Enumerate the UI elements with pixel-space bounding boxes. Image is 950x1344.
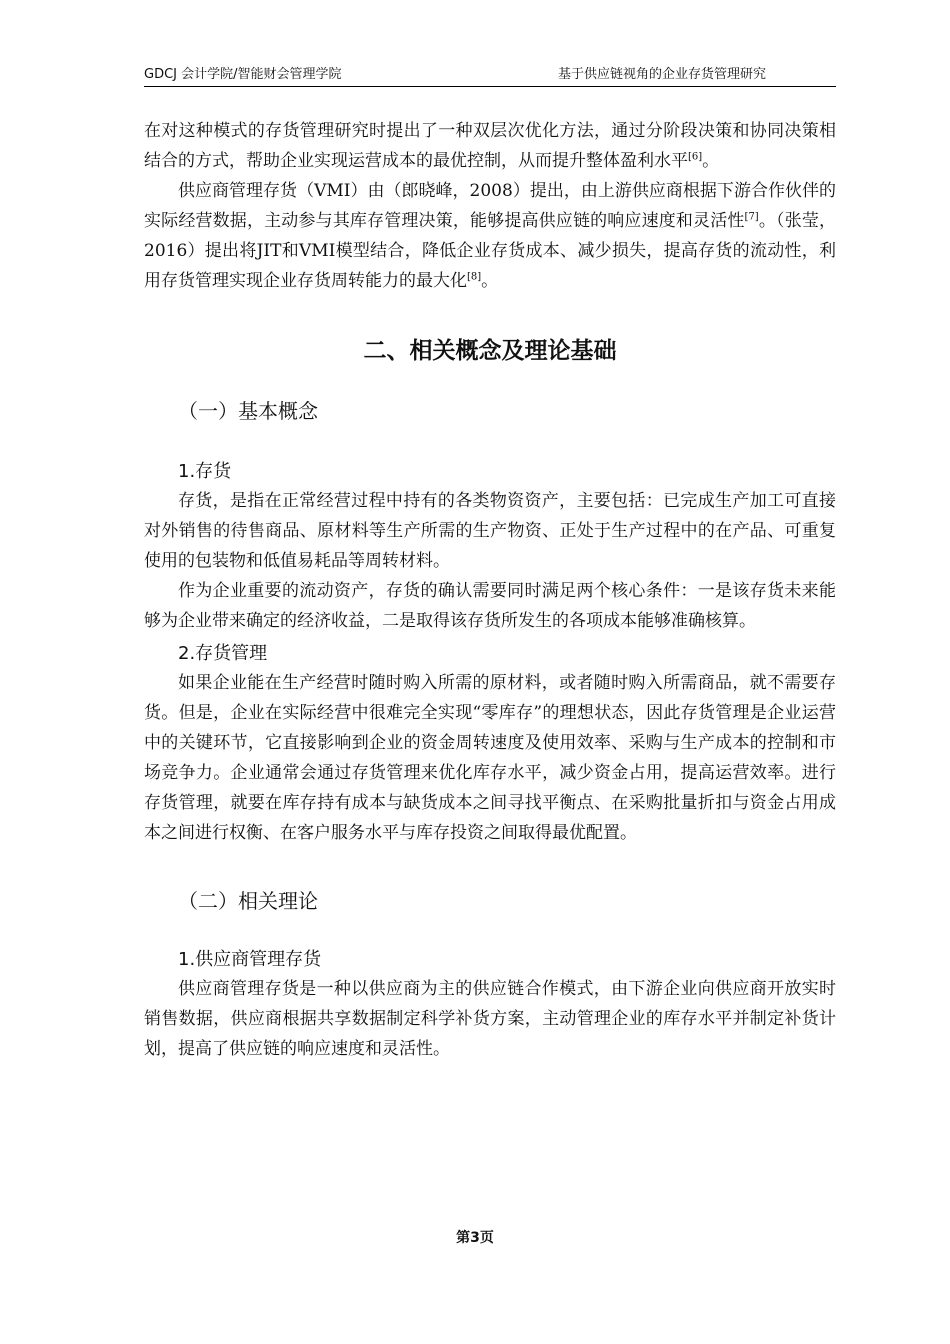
section-title: 二、相关概念及理论基础 — [363, 338, 617, 364]
item-vmi-title: 1.供应商管理存货 — [178, 949, 322, 970]
citation-7: [7] — [744, 211, 759, 223]
page-number: 第3页 — [456, 1230, 494, 1246]
header-institution: GDCJ 会计学院/智能财会管理学院 — [144, 67, 342, 82]
inventory-paragraph-2: 作为企业重要的流动资产，存货的确认需要同时满足两个核心条件：一是该存货未来能够为企业带来确定的经济收益，二是取得该存货所发生的各项成本能够准确核算。 — [144, 581, 836, 631]
citation-6: [6] — [688, 151, 703, 163]
subsection-related-theory: （二）相关理论 — [178, 889, 318, 913]
header-paper-title: 基于供应链视角的企业存货管理研究 — [558, 67, 767, 82]
intro-paragraph-2: 供应商管理存货（VMI）由（郎晓峰，2008）提出，由上游供应商根据下游合作伙伴的实际经营数据，主动参与其库存管理决策，能够提高供应链的响应速度和灵活性[7]。（张莹，2016）提出将JIT和VMI模型结合，降低企业存货成本、减少损失，提高存货的流动性，利用存货管理实现企业存货周转能力的最大化[8]。 — [144, 181, 837, 291]
page-body — [144, 116, 836, 1064]
page-header — [144, 66, 836, 87]
item-inventory-title: 1.存货 — [178, 461, 232, 482]
item-inventory-management-title: 2.存货管理 — [178, 643, 268, 664]
intro-paragraph-1: 在对这种模式的存货管理研究时提出了一种双层次优化方法，通过分阶段决策和协同决策相结合的方式，帮助企业实现运营成本的最优控制，从而提升整体盈利水平[6]。 — [144, 121, 836, 171]
inventory-management-paragraph: 如果企业能在生产经营时随时购入所需的原材料，或者随时购入所需商品，就不需要存货。但是，企业在实际经营中很难完全实现“零库存”的理想状态，因此存货管理是企业运营中的关键环节，它直接影响到企业的资金周转速度及使用效率、采购与生产成本的控制和市场竞争力。企业通常会通过存货管理来优化库存水平，减少资金占用，提高运营效率。进行存货管理，就要在库存持有成本与缺货成本之间寻找平衡点、在采购批量折扣与资金占用成本之间进行权衡、在客户服务水平与库存投资之间取得最优配置。 — [144, 673, 836, 843]
vmi-paragraph: 供应商管理存货是一种以供应商为主的供应链合作模式，由下游企业向供应商开放实时销售数据，供应商根据共享数据制定科学补货方案，主动管理企业的库存水平并制定补货计划，提高了供应链的响应速度和灵活性。 — [144, 979, 836, 1059]
inventory-paragraph-1: 存货，是指在正常经营过程中持有的各类物资资产，主要包括：已完成生产加工可直接对外销售的待售商品、原材料等生产所需的生产物资、正处于生产过程中的在产品、可重复使用的包装物和低值易耗品等周转材料。 — [144, 491, 836, 571]
subsection-basic-concepts: （一）基本概念 — [178, 399, 318, 423]
citation-8: [8] — [467, 271, 482, 283]
